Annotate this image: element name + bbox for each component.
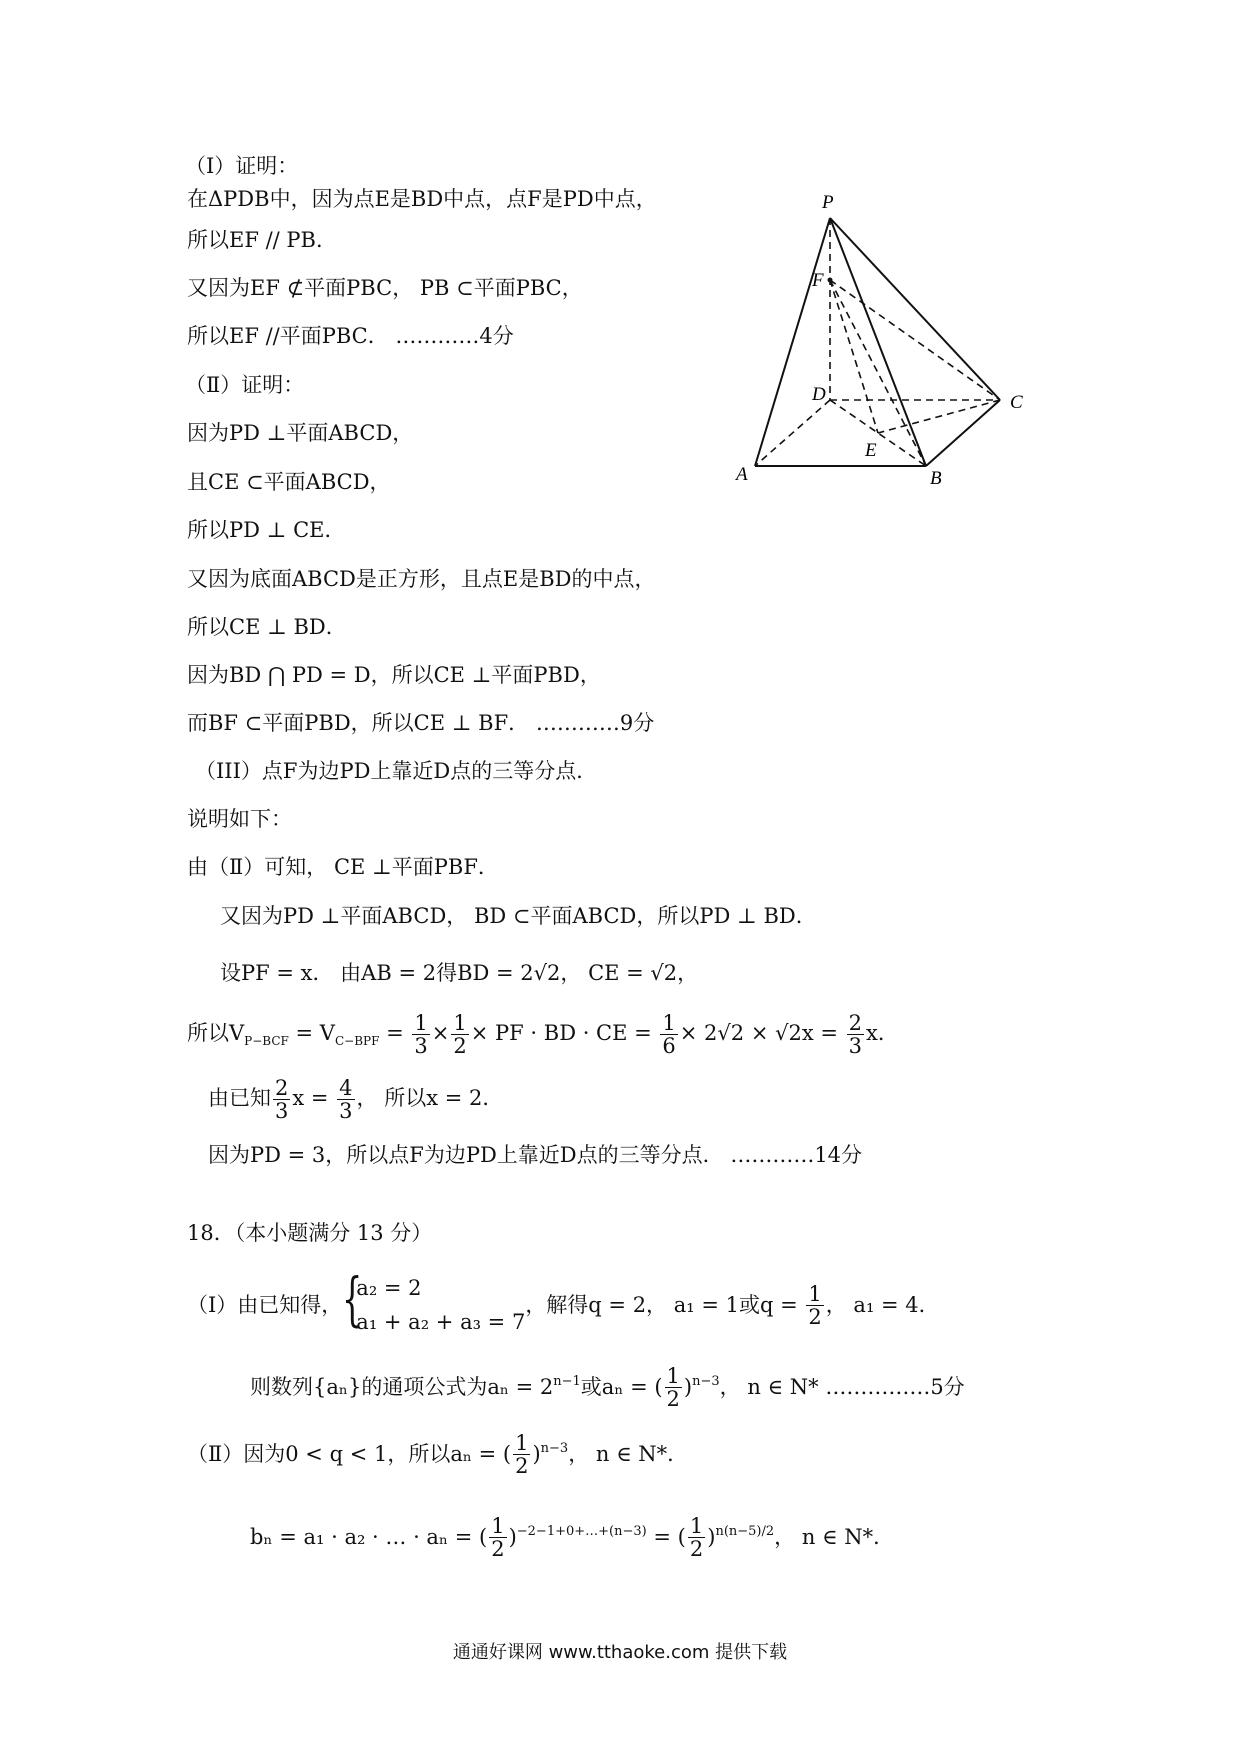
proof-line: 所以PD ⊥ CE． (187, 518, 346, 542)
label-C: C (1010, 392, 1023, 413)
point-F (828, 278, 833, 283)
segment-FE (830, 280, 878, 433)
proof-line: 所以EF // PB． (187, 228, 337, 252)
edge-PB (830, 218, 926, 466)
q18-general-term: 则数列{aₙ}的通项公式为$a_n = 2^{n-1}$或aₙ = ( $\frac{1}{2}$ )$^{n-3}$， n ∈ N* ……………5分 (250, 1364, 965, 1412)
proof-line: 设PF = x． 由AB = 2得BD = 2√2， CE = √2， (220, 961, 699, 985)
proof-line: 说明如下： (187, 807, 292, 831)
pyramid-figure (700, 180, 1060, 500)
proof-line: 因为BD ⋂ PD = D，所以CE ⊥平面PBD， (187, 663, 601, 687)
section-heading: （Ⅱ）证明： (185, 373, 305, 397)
proof-line: 因为PD = 3，所以点F为边PD上靠近D点的三等分点． …………14分 (208, 1143, 863, 1167)
section-heading: （III）点F为边PD上靠近D点的三等分点． (195, 759, 598, 783)
label-F: F (812, 270, 824, 291)
edge-DA (755, 400, 830, 466)
page-footer: 通通好课网 www.tthaoke.com 提供下载 (452, 1642, 788, 1663)
proof-line: 在ΔPDB中，因为点E是BD中点，点F是PD中点， (187, 187, 657, 211)
proof-line: 而BF ⊂平面PBD，所以CE ⊥ BF． …………9分 (187, 711, 655, 735)
proof-line: 又因为底面ABCD是正方形，且点E是BD的中点， (187, 567, 656, 591)
label-P: P (822, 192, 834, 213)
proof-line: 由（Ⅱ）可知， CE ⊥平面PBF． (187, 855, 499, 879)
q18-part2: （Ⅱ）因为0 < q < 1，所以aₙ = ( $\frac{1}{2}$ )$^{n-3}$， n ∈ N*． (187, 1431, 689, 1479)
label-D: D (812, 384, 826, 405)
proof-line: 且CE ⊂平面ABCD， (187, 470, 391, 494)
label-A: A (736, 464, 748, 485)
proof-line: 又因为EF ⊄平面PBC， PB ⊂平面PBC， (187, 276, 583, 300)
edge-PC (830, 218, 1000, 400)
q18-bn-formula: bₙ = a₁ · a₂ · … · aₙ = ( $\frac{1}{2}$ )$^{-2-1+0+\dots+(n-3)}$ = ( $\frac{1}{2}$ )$^{n(n-5)/2}$， n ∈ N*． (250, 1514, 895, 1562)
volume-formula: 所以$V_{P-BCF} = V_{C-BPF}$ = $\frac{1}{3}$ × $\frac{1}{2}$ × PF · BD · CE = $\frac{1}{6}$ × 2√2 × √2x = $\frac{2}{3}$ x． (187, 1011, 899, 1059)
proof-line: 所以CE ⊥ BD． (187, 615, 347, 639)
label-E: E (865, 440, 877, 461)
proof-line: 所以EF //平面PBC． …………4分 (187, 324, 514, 348)
proof-line: 因为PD ⊥平面ABCD， (187, 421, 414, 445)
segment-FB (830, 280, 926, 466)
label-B: B (930, 468, 942, 489)
proof-line: 又因为PD ⊥平面ABCD， BD ⊂平面ABCD，所以PD ⊥ BD． (220, 904, 817, 928)
solve-equation: 由已知 $\frac{2}{3}$ x = $\frac{4}{3}$ ， 所以x = 2． (208, 1076, 504, 1124)
section-heading: （Ⅰ）证明： (185, 154, 299, 178)
question-heading: 18．（本小题满分 13 分） (187, 1221, 433, 1245)
q18-part1: （Ⅰ）由已知得， { a₂ = 2 a₁ + a₂ + a₃ = 7 ，解得q = 2， a₁ = 1或q = $\frac{1}{2}$ ， a₁ = 4． (187, 1265, 940, 1334)
edge-PA (755, 218, 830, 466)
segment-FC (830, 280, 1000, 400)
